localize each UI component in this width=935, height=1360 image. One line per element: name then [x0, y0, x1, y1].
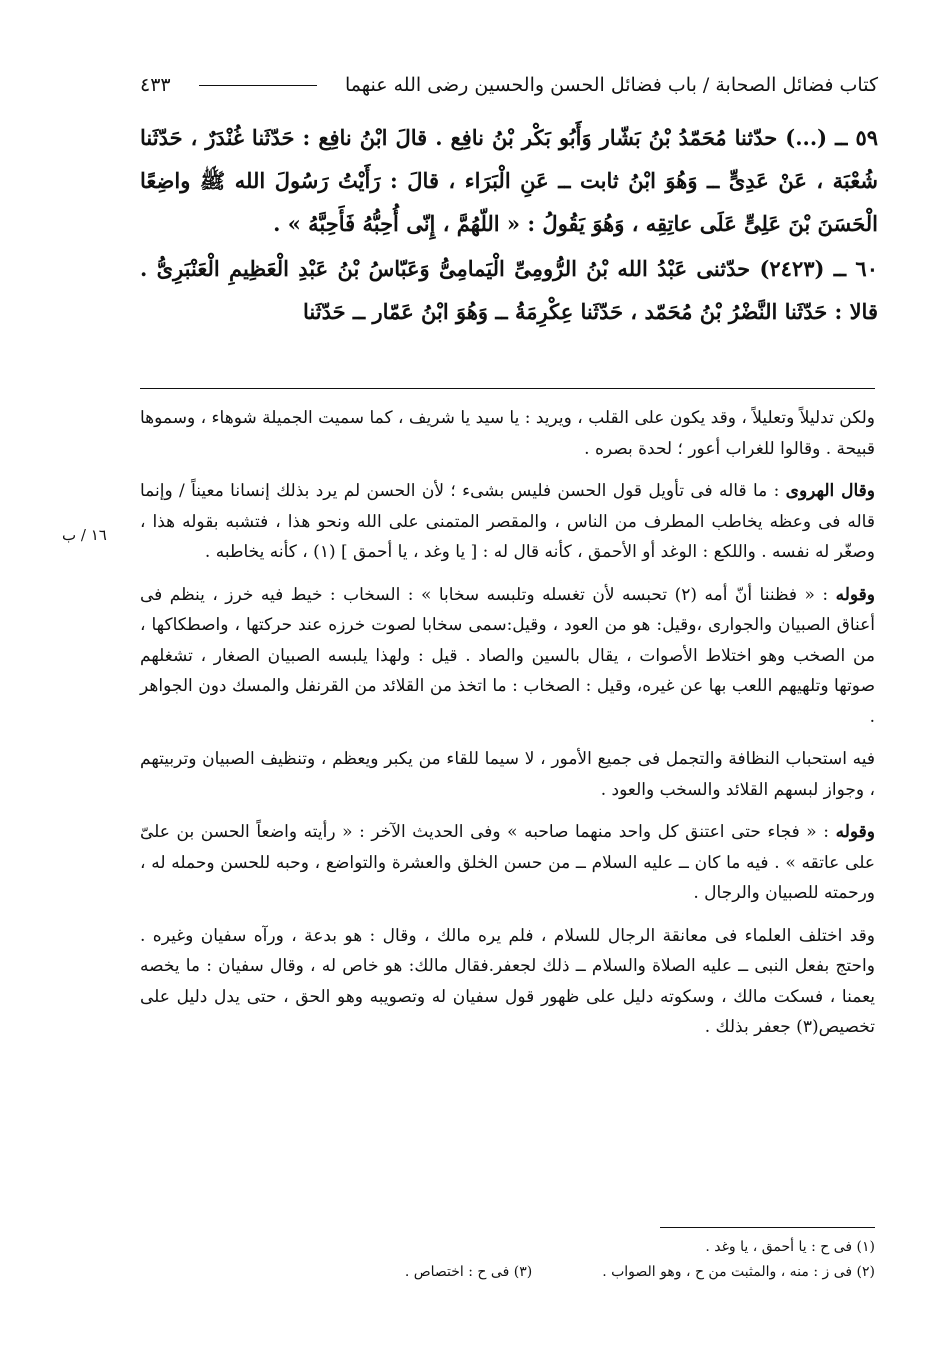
- footnote-2: (٢) فى ز : منه ، والمثبت من ح ، وهو الصواب .: [602, 1264, 875, 1280]
- folio-margin-note: ١٦ / ب: [62, 526, 107, 544]
- commentary-paragraph: [140, 580, 875, 733]
- commentary-paragraph: [140, 403, 875, 464]
- paragraph-text: : « فجاء حتى اعتنق كل واحد منهما صاحبه » وفى الحديث الآخر : « رأيته واضعاً الحسن بن علىّ على عاتقه » . فيه ما كان ــ عليه السلام ــ من حسن الخلق والعشرة والتواضع ، وحبه للحسن وحمله له ، ورحمته للصبيان والرجال .: [140, 822, 875, 903]
- footnote-row: [140, 1260, 875, 1285]
- paragraph-lead: وقال الهروى: [785, 481, 875, 501]
- paragraph-text: : ما قاله فى تأويل قول الحسن فليس بشىء ؛ لأن الحسن لم يرد بذلك إنسانا معيناً / وإنما قاله فى وعظه يخاطب المطرف من الناس ، والمقصر المتمنى على الله ونحو هذا ، فتشبه بقوله هذا ، وصغّر له نفسه . واللكع : الوغد أو الأحمق ، كأنه قال له : [ يا وغد ، يا أحمق ] (١) ، كأنه يخاطبه .: [140, 481, 875, 562]
- paragraph-text: : « فظننا أنّ أمه (٢) تحبسه لأن تغسله وتلبسه سخابا » : السخاب : خيط فيه خرز ، ينظم فى أعناق الصبيان والجوارى ،وقيل: هو من العود ، وقيل:سمى سخابا لصوت خرزه عند حركتها ، واصطكاكها ، من الصخب وهو اختلاط الأصوات ، يقال بالسين والصاد . قيل : ولهذا يلبسه الصبيان الصغار ، تشغلهم صوتها وتلهيهم اللعب بها عن غيره، وقيل : الصخاب : ما اتخذ من القلائد من القرنفل والمسك دون الجواهر .: [140, 584, 875, 727]
- running-head-title: كتاب فضائل الصحابة / باب فضائل الحسن والحسين رضى الله عنهما: [344, 74, 878, 96]
- hadith-60: ٦٠ ــ (٢٤٢٣) حدّثنى عَبْدُ الله بْنُ الرُّومِىِّ الْيَمامِىُّ وَعَبّاسُ بْنُ عَبْدِ الْعَظِيمِ الْعَنْبَرِىُّ . قالا : حَدّثَنا النَّضْرُ بْنُ مُحَمّد ، حَدّثَنا عِكْرِمَةُ ــ وَهُوَ ابْنُ عَمّار ــ حَدّثَنا: [140, 256, 878, 324]
- page-number: ٤٣٣: [140, 74, 171, 96]
- hadith-59: ٥٩ ــ (...) حدّثنا مُحَمّدُ بْنُ بَشّار وَأَبُو بَكْر بْنُ نافِع . قالَ ابْنُ نافِع : حَدّثَنا غُنْدَرٌ ، حَدّثَنا شُعْبَة ، عَنْ عَدِىٍّ ــ وَهُوَ ابْنُ ثابت ــ عَنِ الْبَرَاء ، قالَ : رَأَيْتُ رَسُولَ الله ﷺ واضِعًا الْحَسَنَ بْنَ عَلِىٍّ عَلَى عاتِقِه ، وَهُوَ يَقُولُ : « اللّهُمَّ ، إِنّى أُحِبُّهُ فَأَحِبَّهُ » .: [140, 125, 878, 236]
- section-divider: [140, 388, 875, 389]
- running-head: [140, 70, 878, 100]
- paragraph-text: وقد اختلف العلماء فى معانقة الرجال للسلام ، فلم يره مالك ، وقال : هو بدعة ، ورآه سفيان وغيره . واحتج بفعل النبى ــ عليه الصلاة والسلام ــ ذلك لجعفر.فقال مالك: هو خاص له ، وقال سفيان : ما يخصه يعمنا ، فسكت مالك ، وسكوته دليل على ظهور قول سفيان له وتصويبه وهو الحق ، حتى يدل دليل على تخصيص(٣) جعفر بذلك .: [140, 925, 875, 1037]
- hadith-text: [140, 116, 878, 333]
- commentary: [140, 403, 875, 1055]
- footnote-1: (١) فى ح : يا أحمق ، يا وغد .: [705, 1239, 875, 1255]
- footnotes: [140, 1235, 875, 1285]
- paragraph-lead: وقوله: [835, 584, 875, 605]
- footnote-3: (٣) فى ح : اختصاص .: [404, 1264, 533, 1280]
- paragraph-text: ولكن تدليلاً وتعليلاً ، وقد يكون على القلب ، ويريد : يا سيد يا شريف ، كما سميت الجميلة شوهاء ، وسموها قبيحة . وقالوا للغراب أعور ؛ لحدة بصره .: [140, 408, 875, 459]
- paragraph-text: فيه استحباب النظافة والتجمل فى جميع الأمور ، لا سيما للقاء من يكبر ويعظم ، وتنظيف الصبيان وتربيتهم ، وجواز لبسهم القلائد والسخب والعود .: [140, 749, 875, 800]
- commentary-paragraph: [140, 921, 875, 1043]
- commentary-paragraph: [140, 744, 875, 805]
- paragraph-lead: وقوله: [835, 822, 875, 842]
- footnote-rule: [660, 1227, 875, 1228]
- commentary-paragraph: [140, 817, 875, 909]
- running-head-rule: [199, 85, 317, 86]
- commentary-paragraph: [140, 476, 875, 568]
- footnote-row: [140, 1235, 875, 1260]
